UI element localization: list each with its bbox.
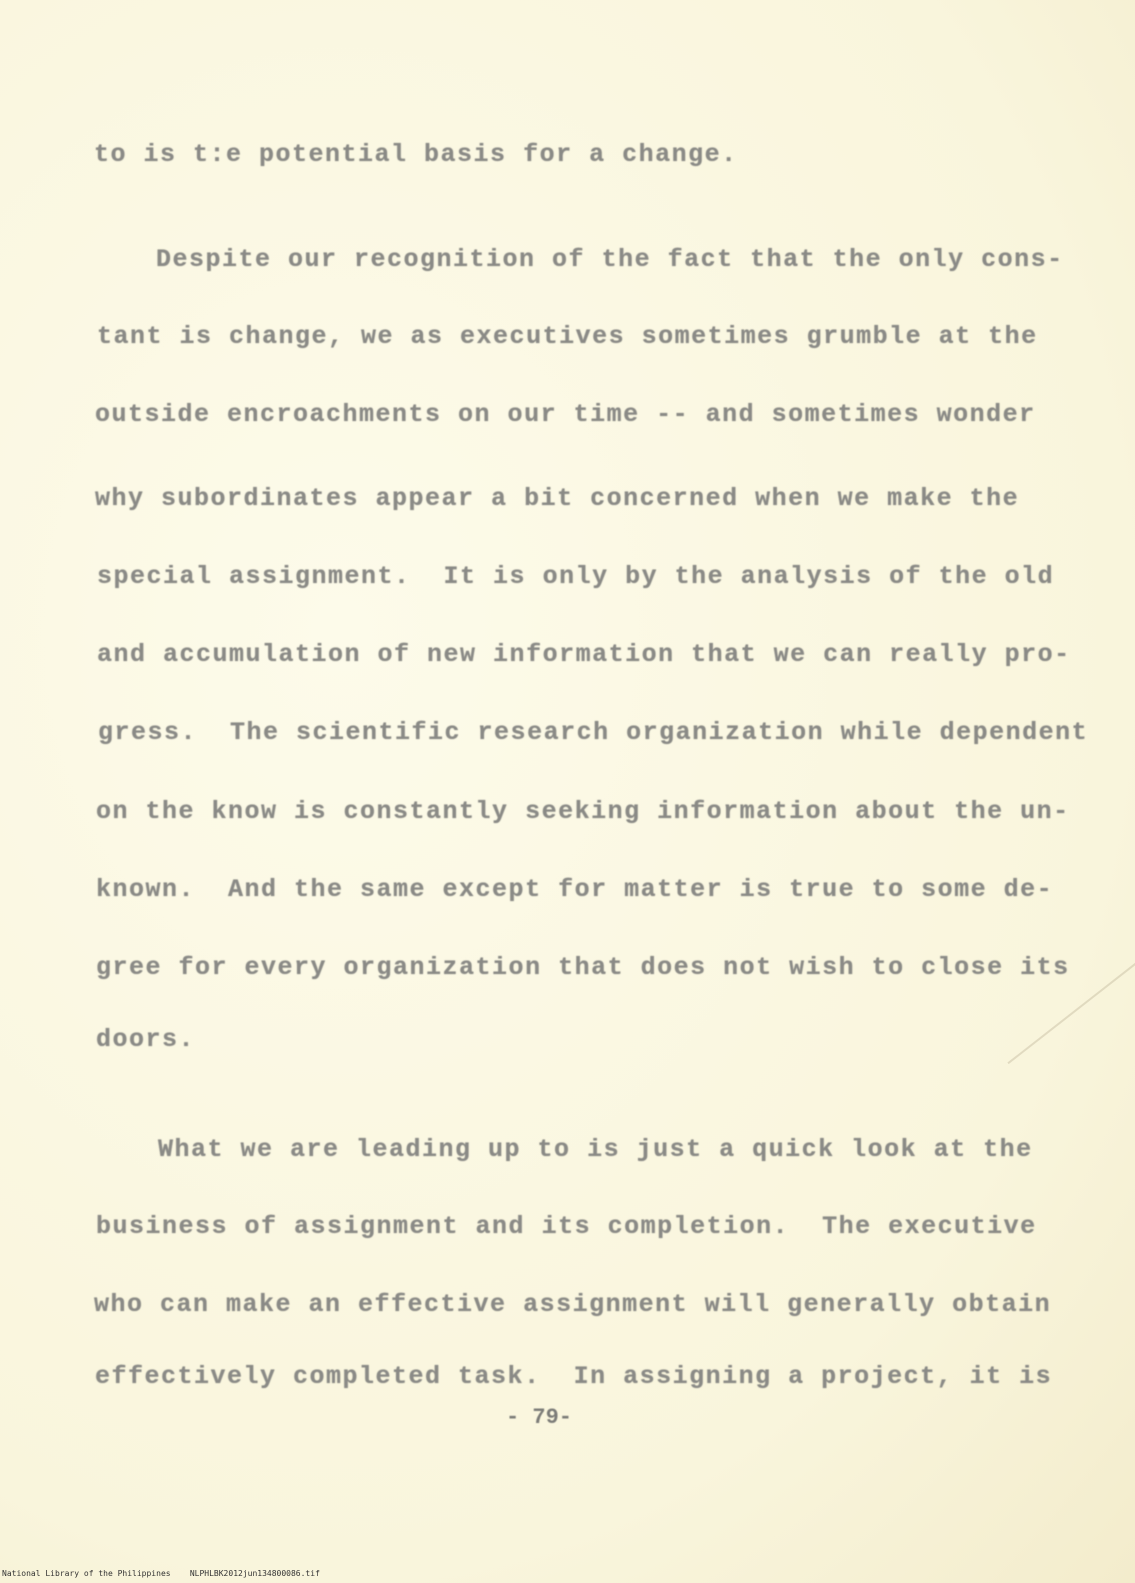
text-line: Despite our recognition of the fact that the only cons-: [156, 245, 1064, 274]
text-line: tant is change, we as executives sometimes grumble at the: [97, 322, 1038, 351]
text-line: who can make an effective assignment will generally obtain: [94, 1290, 1052, 1319]
text-line: gree for every organization that does not wish to close its: [96, 953, 1070, 982]
text-line: What we are leading up to is just a quick look at the: [158, 1135, 1033, 1164]
text-line: known. And the same except for matter is true to some de-: [96, 875, 1054, 904]
text-line: effectively completed task. In assigning a project, it is: [95, 1362, 1053, 1391]
text-line: why subordinates appear a bit concerned when we make the: [95, 484, 1020, 513]
text-line: on the know is constantly seeking information about the un-: [96, 797, 1070, 826]
text-line: to is t:e potential basis for a change.: [94, 140, 738, 169]
text-line: and accumulation of new information that we can really pro-: [97, 640, 1071, 669]
page-number: - 79-: [506, 1405, 573, 1430]
text-line: doors.: [96, 1025, 196, 1054]
text-line: outside encroachments on our time -- and sometimes wonder: [95, 400, 1036, 429]
text-line: gress. The scientific research organization while dependent: [98, 718, 1089, 747]
scan-footer: National Library of the Philippines NLPHLBK2012jun134800086.tif: [2, 1569, 320, 1578]
text-line: business of assignment and its completion. The executive: [96, 1212, 1037, 1241]
text-line: special assignment. It is only by the analysis of the old: [97, 562, 1055, 591]
